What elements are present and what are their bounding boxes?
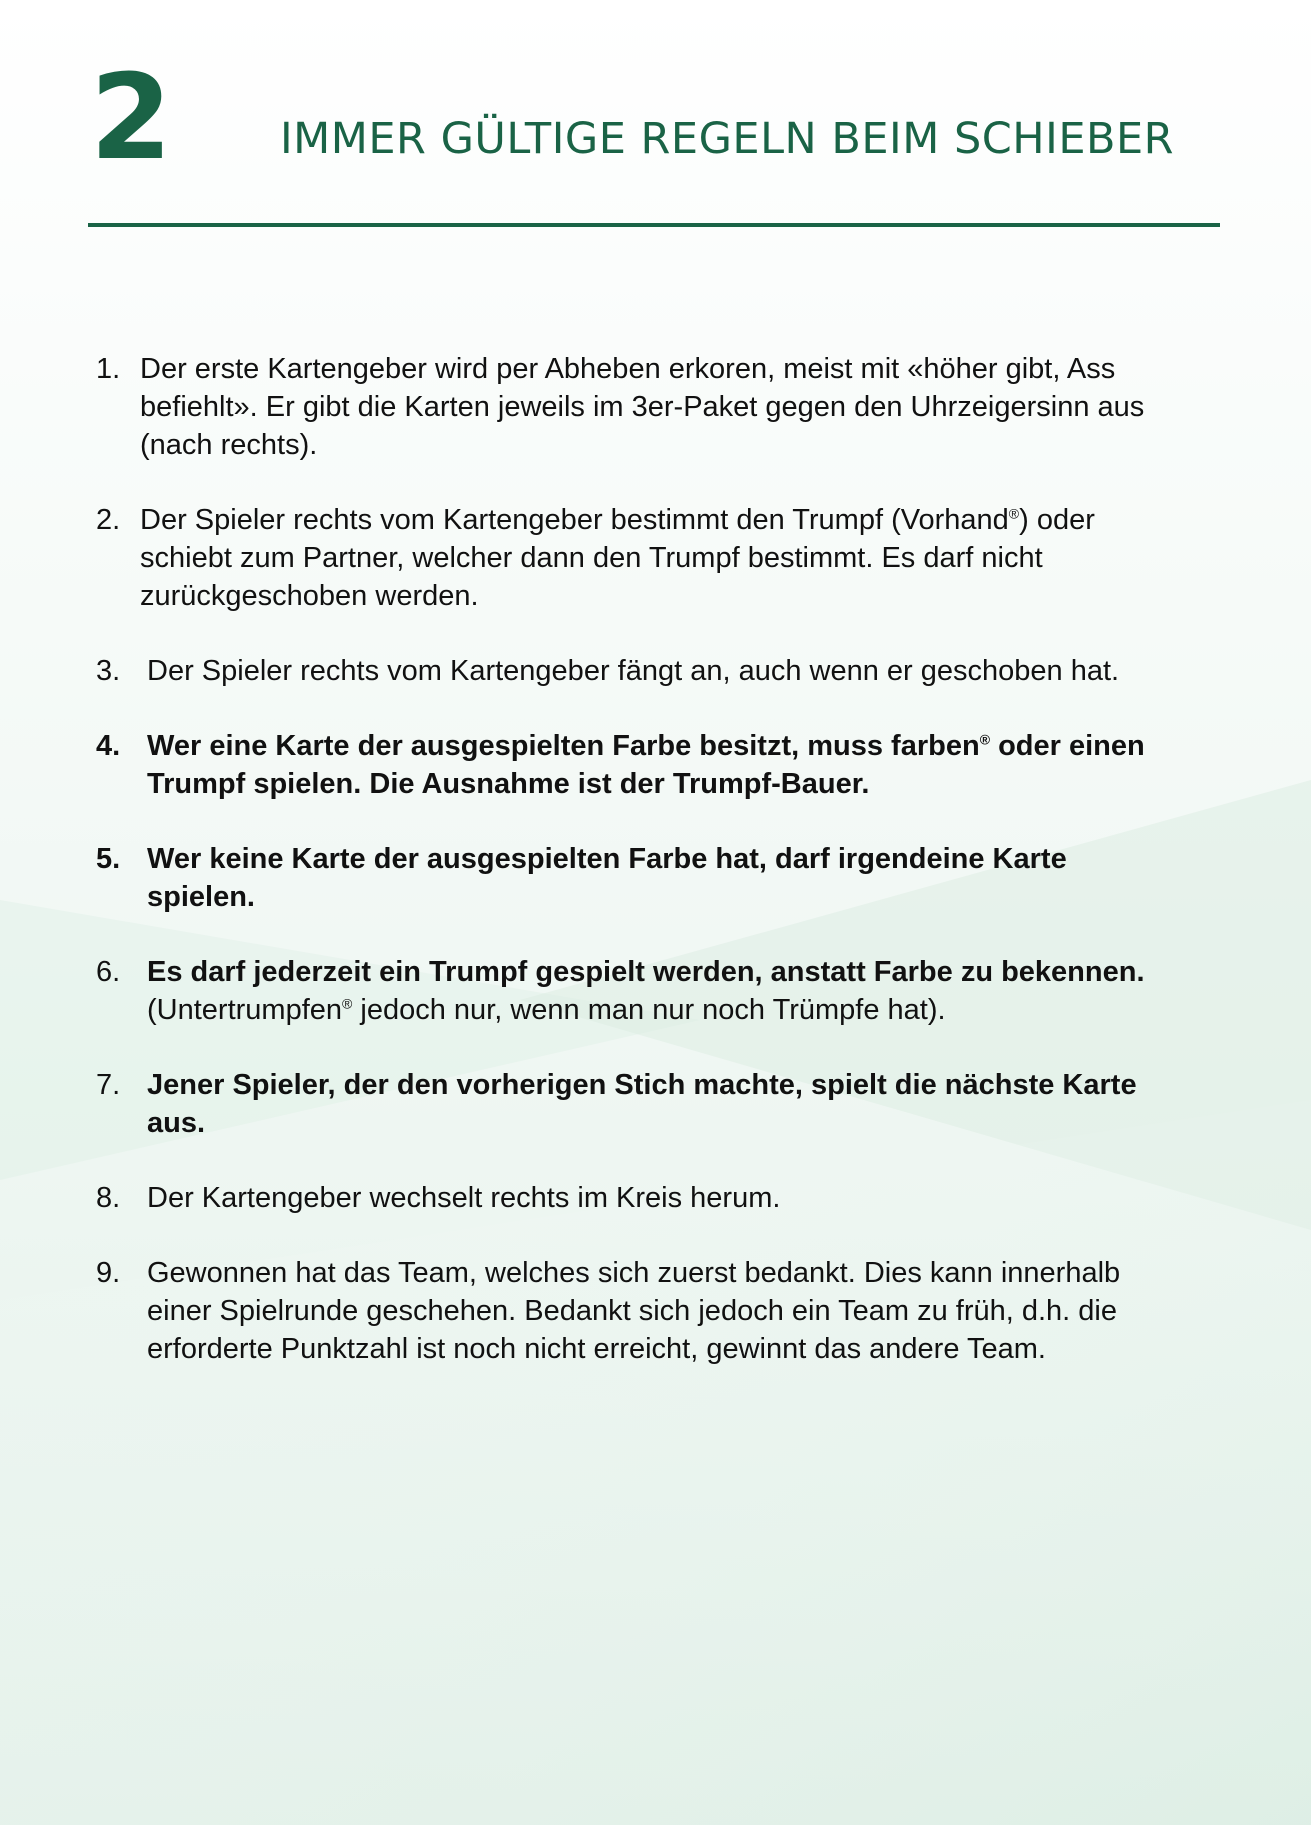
rule-number: 5. (96, 843, 121, 875)
rule-number: 8. (96, 1182, 121, 1214)
rule-item-2 (96, 501, 1156, 615)
rule-text: Der Kartengeber wechselt rechts im Kreis herum. (147, 1182, 781, 1214)
rule-number: 2. (96, 504, 121, 536)
rule-text: Wer keine Karte der ausgespielten Farbe hat, darf irgendeine Karte spielen. (147, 843, 1067, 913)
rule-number: 9. (96, 1257, 121, 1289)
title-divider (88, 223, 1220, 227)
rule-number: 7. (96, 1069, 121, 1101)
rule-text: Der Spieler rechts vom Kartengeber bestimmt den Trumpf (Vorhand®) oder schiebt zum Partner, welcher dann den Trumpf bestimmt. Es darf nicht zurückgeschoben werden. (140, 504, 1095, 612)
registered-mark: ® (1008, 505, 1020, 522)
registered-mark: ® (979, 731, 991, 748)
rule-item-3 (96, 652, 1156, 690)
rule-text: Gewonnen hat das Team, welches sich zuerst bedankt. Dies kann innerhalb einer Spielrunde geschehen. Bedankt sich jedoch ein Team zu früh, d.h. die erforderte Punktzahl ist noch nicht erreicht, gewinnt das andere Team. (147, 1257, 1121, 1365)
rule-item-9 (96, 1254, 1156, 1368)
rule-number: 6. (96, 956, 121, 988)
rule-item-5 (96, 840, 1156, 916)
rules-list (96, 350, 1156, 1405)
rule-number: 3. (96, 655, 121, 687)
rule-text: Es darf jederzeit ein Trumpf gespielt werden, anstatt Farbe zu bekennen. (Untertrumpfen® jedoch nur, wenn man nur noch Trümpfe hat). (147, 956, 1145, 1026)
rule-item-4 (96, 727, 1156, 803)
rule-item-6 (96, 953, 1156, 1029)
rule-text: Wer eine Karte der ausgespielten Farbe besitzt, muss farben® oder einen Trumpf spielen. Die Ausnahme ist der Trumpf-Bauer. (147, 730, 1145, 800)
registered-mark: ® (342, 995, 353, 1012)
rule-item-7 (96, 1066, 1156, 1142)
chapter-title: IMMER GÜLTIGE REGELN BEIM SCHIEBER (280, 114, 1175, 164)
rule-number: 4. (96, 730, 121, 762)
rule-item-8 (96, 1179, 1156, 1217)
rule-text: Der Spieler rechts vom Kartengeber fängt an, auch wenn er geschoben hat. (147, 655, 1120, 687)
chapter-number: 2 (90, 48, 171, 186)
rule-number: 1. (96, 353, 121, 385)
rule-text: Der erste Kartengeber wird per Abheben erkoren, meist mit «höher gibt, Ass befiehlt». Er gibt die Karten jeweils im 3er-Paket gegen den Uhrzeigersinn aus (nach rechts). (140, 353, 1145, 461)
rule-text: Jener Spieler, der den vorherigen Stich machte, spielt die nächste Karte aus. (147, 1069, 1137, 1139)
rule-item-1 (96, 350, 1156, 464)
